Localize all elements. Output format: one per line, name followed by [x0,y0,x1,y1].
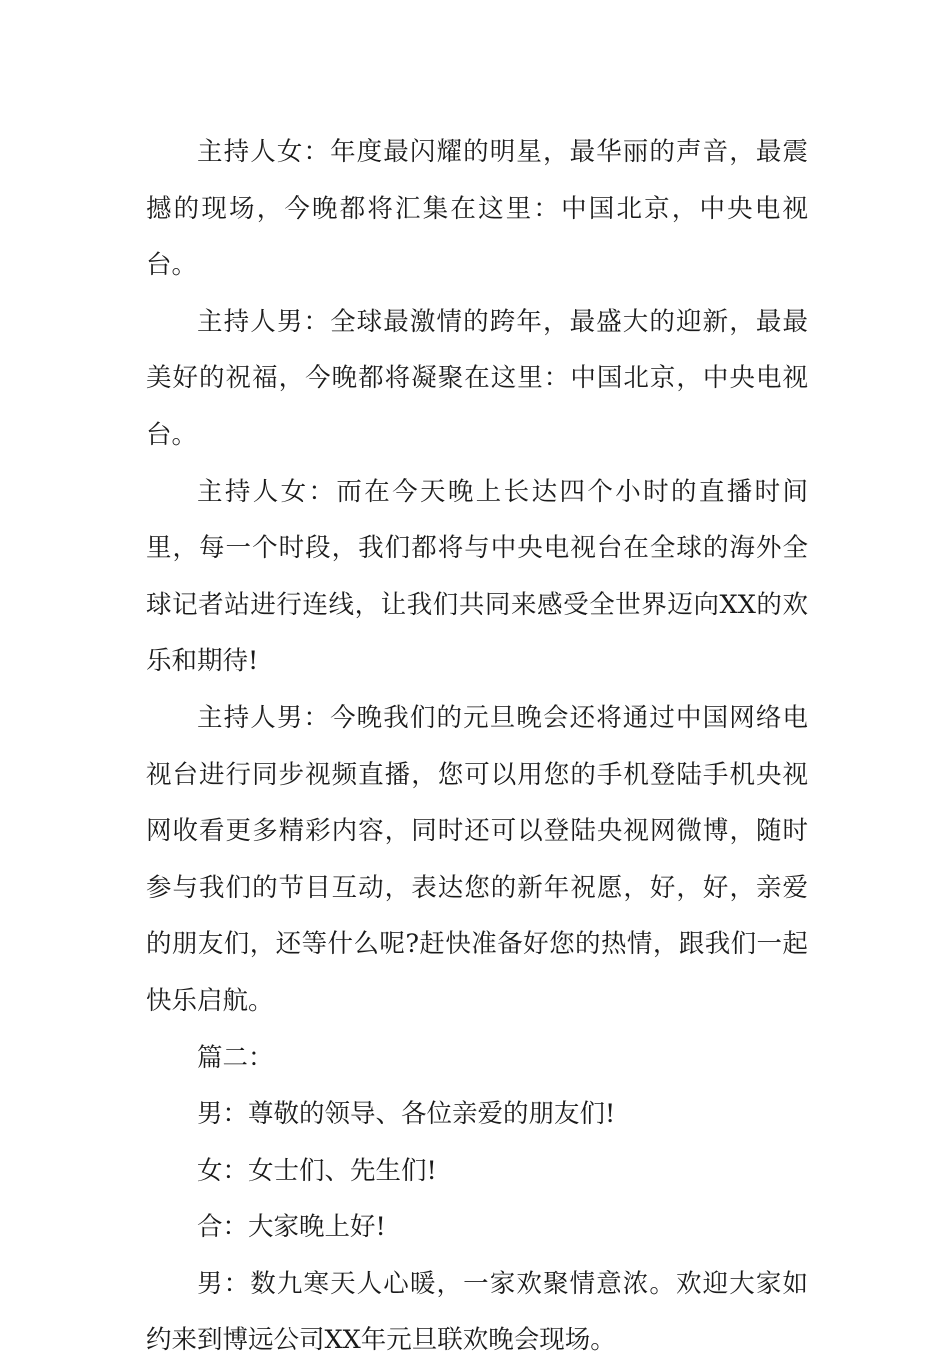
paragraph-male-welcome: 男：数九寒天人心暖，一家欢聚情意浓。欢迎大家如约来到博远公司XX年元旦联欢晚会现场。 [146,1268,808,1356]
section-heading-part-two: 篇二： [197,1042,274,1073]
paragraph-host-female-broadcast: 主持人女：而在今天晚上长达四个小时的直播时间里，每一个时段，我们都将与中央电视台在全球的海外全球记者站进行连线，让我们共同来感受全世界迈向XX的欢乐和期待! [146,476,808,677]
paragraph-host-male-intro: 主持人男：全球最激情的跨年，最盛大的迎新，最最美好的祝福，今晚都将凝聚在这里：中国北京，中央电视台。 [146,306,808,450]
document-body [146,124,808,1369]
paragraph-male-greeting: 男：尊敬的领导、各位亲爱的朋友们! [197,1099,616,1130]
paragraph-host-male-broadcast: 主持人男：今晚我们的元旦晚会还将通过中国网络电视台进行同步视频直播，您可以用您的手机登陆手机央视网收看更多精彩内容，同时还可以登陆央视网微博，随时参与我们的节目互动，表达您的新年祝愿，好，好，亲爱的朋友们，还等什么呢?赶快准备好您的热情，跟我们一起快乐启航。 [146,702,808,1016]
paragraph-host-female-intro: 主持人女：年度最闪耀的明星，最华丽的声音，最震撼的现场，今晚都将汇集在这里：中国北京，中央电视台。 [146,137,808,281]
paragraph-joint-greeting: 合：大家晚上好! [197,1212,386,1243]
paragraph-female-greeting: 女：女士们、先生们! [197,1155,437,1186]
